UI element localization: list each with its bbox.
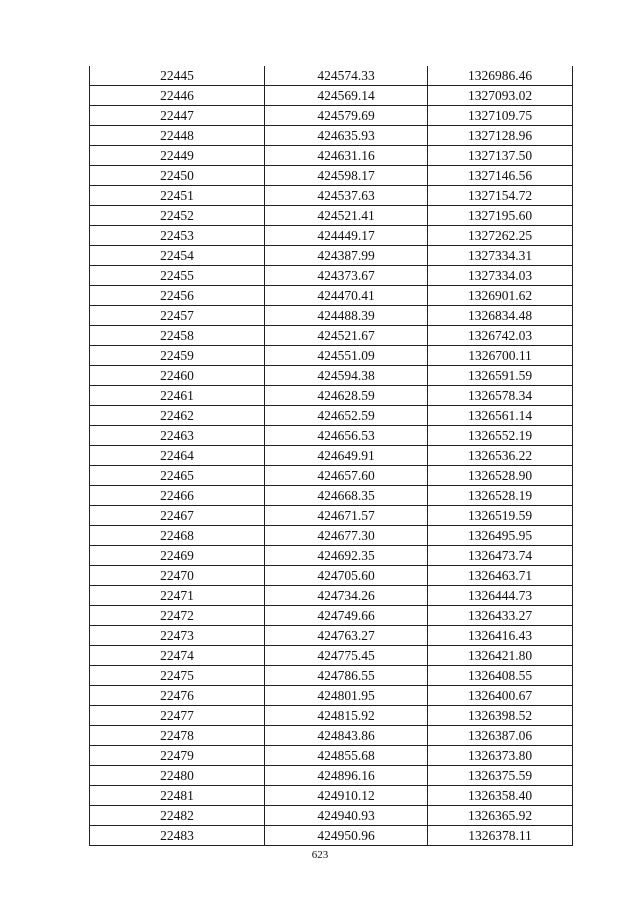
- y-coordinate-cell: 1326536.22: [428, 446, 573, 466]
- y-coordinate-cell: 1326552.19: [428, 426, 573, 446]
- point-id-cell: 22461: [90, 386, 265, 406]
- point-id-cell: 22474: [90, 646, 265, 666]
- table-row: [90, 466, 573, 486]
- x-coordinate-cell: 424652.59: [265, 406, 428, 426]
- x-coordinate-cell: 424579.69: [265, 106, 428, 126]
- y-coordinate-cell: 1326463.71: [428, 566, 573, 586]
- point-id-cell: 22446: [90, 86, 265, 106]
- x-coordinate-cell: 424763.27: [265, 626, 428, 646]
- y-coordinate-cell: 1326398.52: [428, 706, 573, 726]
- y-coordinate-cell: 1326901.62: [428, 286, 573, 306]
- x-coordinate-cell: 424677.30: [265, 526, 428, 546]
- point-id-cell: 22478: [90, 726, 265, 746]
- point-id-cell: 22466: [90, 486, 265, 506]
- point-id-cell: 22460: [90, 366, 265, 386]
- table-row: [90, 546, 573, 566]
- y-coordinate-cell: 1326416.43: [428, 626, 573, 646]
- y-coordinate-cell: 1326373.80: [428, 746, 573, 766]
- x-coordinate-cell: 424940.93: [265, 806, 428, 826]
- point-id-cell: 22473: [90, 626, 265, 646]
- x-coordinate-cell: 424649.91: [265, 446, 428, 466]
- x-coordinate-cell: 424537.63: [265, 186, 428, 206]
- table-row: [90, 786, 573, 806]
- point-id-cell: 22449: [90, 146, 265, 166]
- x-coordinate-cell: 424910.12: [265, 786, 428, 806]
- y-coordinate-cell: 1326561.14: [428, 406, 573, 426]
- y-coordinate-cell: 1326986.46: [428, 66, 573, 86]
- x-coordinate-cell: 424569.14: [265, 86, 428, 106]
- table-row: [90, 706, 573, 726]
- point-id-cell: 22480: [90, 766, 265, 786]
- point-id-cell: 22475: [90, 666, 265, 686]
- x-coordinate-cell: 424843.86: [265, 726, 428, 746]
- point-id-cell: 22457: [90, 306, 265, 326]
- point-id-cell: 22447: [90, 106, 265, 126]
- x-coordinate-cell: 424775.45: [265, 646, 428, 666]
- point-id-cell: 22477: [90, 706, 265, 726]
- page-number: 623: [311, 849, 329, 861]
- x-coordinate-cell: 424521.67: [265, 326, 428, 346]
- y-coordinate-cell: 1326495.95: [428, 526, 573, 546]
- table-row: [90, 666, 573, 686]
- coordinate-table: [89, 66, 573, 846]
- point-id-cell: 22470: [90, 566, 265, 586]
- y-coordinate-cell: 1326378.11: [428, 826, 573, 846]
- table-row: [90, 346, 573, 366]
- x-coordinate-cell: 424656.53: [265, 426, 428, 446]
- table-row: [90, 386, 573, 406]
- coordinate-table-body: [90, 66, 573, 846]
- table-row: [90, 106, 573, 126]
- x-coordinate-cell: 424631.16: [265, 146, 428, 166]
- y-coordinate-cell: 1327109.75: [428, 106, 573, 126]
- point-id-cell: 22483: [90, 826, 265, 846]
- table-row: [90, 486, 573, 506]
- x-coordinate-cell: 424692.35: [265, 546, 428, 566]
- x-coordinate-cell: 424668.35: [265, 486, 428, 506]
- x-coordinate-cell: 424786.55: [265, 666, 428, 686]
- point-id-cell: 22456: [90, 286, 265, 306]
- x-coordinate-cell: 424387.99: [265, 246, 428, 266]
- point-id-cell: 22469: [90, 546, 265, 566]
- table-row: [90, 766, 573, 786]
- table-row: [90, 306, 573, 326]
- y-coordinate-cell: 1326358.40: [428, 786, 573, 806]
- x-coordinate-cell: 424657.60: [265, 466, 428, 486]
- y-coordinate-cell: 1327128.96: [428, 126, 573, 146]
- table-row: [90, 86, 573, 106]
- point-id-cell: 22476: [90, 686, 265, 706]
- table-row: [90, 66, 573, 86]
- table-row: [90, 446, 573, 466]
- table-row: [90, 566, 573, 586]
- point-id-cell: 22465: [90, 466, 265, 486]
- point-id-cell: 22459: [90, 346, 265, 366]
- y-coordinate-cell: 1327154.72: [428, 186, 573, 206]
- y-coordinate-cell: 1327334.03: [428, 266, 573, 286]
- point-id-cell: 22479: [90, 746, 265, 766]
- y-coordinate-cell: 1326700.11: [428, 346, 573, 366]
- y-coordinate-cell: 1326742.03: [428, 326, 573, 346]
- x-coordinate-cell: 424635.93: [265, 126, 428, 146]
- table-row: [90, 366, 573, 386]
- y-coordinate-cell: 1327195.60: [428, 206, 573, 226]
- x-coordinate-cell: 424551.09: [265, 346, 428, 366]
- x-coordinate-cell: 424705.60: [265, 566, 428, 586]
- y-coordinate-cell: 1326834.48: [428, 306, 573, 326]
- y-coordinate-cell: 1326519.59: [428, 506, 573, 526]
- table-row: [90, 226, 573, 246]
- y-coordinate-cell: 1326578.34: [428, 386, 573, 406]
- x-coordinate-cell: 424801.95: [265, 686, 428, 706]
- y-coordinate-cell: 1327137.50: [428, 146, 573, 166]
- x-coordinate-cell: 424950.96: [265, 826, 428, 846]
- table-row: [90, 246, 573, 266]
- table-row: [90, 526, 573, 546]
- y-coordinate-cell: 1326387.06: [428, 726, 573, 746]
- table-row: [90, 166, 573, 186]
- table-row: [90, 286, 573, 306]
- point-id-cell: 22468: [90, 526, 265, 546]
- x-coordinate-cell: 424734.26: [265, 586, 428, 606]
- y-coordinate-cell: 1326365.92: [428, 806, 573, 826]
- y-coordinate-cell: 1326433.27: [428, 606, 573, 626]
- point-id-cell: 22455: [90, 266, 265, 286]
- x-coordinate-cell: 424598.17: [265, 166, 428, 186]
- point-id-cell: 22448: [90, 126, 265, 146]
- y-coordinate-cell: 1327146.56: [428, 166, 573, 186]
- x-coordinate-cell: 424815.92: [265, 706, 428, 726]
- table-row: [90, 506, 573, 526]
- table-row: [90, 746, 573, 766]
- point-id-cell: 22450: [90, 166, 265, 186]
- point-id-cell: 22471: [90, 586, 265, 606]
- x-coordinate-cell: 424855.68: [265, 746, 428, 766]
- y-coordinate-cell: 1327334.31: [428, 246, 573, 266]
- table-row: [90, 206, 573, 226]
- table-row: [90, 586, 573, 606]
- point-id-cell: 22464: [90, 446, 265, 466]
- table-row: [90, 606, 573, 626]
- x-coordinate-cell: 424574.33: [265, 66, 428, 86]
- table-row: [90, 806, 573, 826]
- x-coordinate-cell: 424488.39: [265, 306, 428, 326]
- table-row: [90, 626, 573, 646]
- table-row: [90, 326, 573, 346]
- table-row: [90, 126, 573, 146]
- point-id-cell: 22445: [90, 66, 265, 86]
- point-id-cell: 22482: [90, 806, 265, 826]
- y-coordinate-cell: 1327262.25: [428, 226, 573, 246]
- y-coordinate-cell: 1326421.80: [428, 646, 573, 666]
- x-coordinate-cell: 424594.38: [265, 366, 428, 386]
- y-coordinate-cell: 1326444.73: [428, 586, 573, 606]
- x-coordinate-cell: 424896.16: [265, 766, 428, 786]
- table-row: [90, 826, 573, 846]
- x-coordinate-cell: 424671.57: [265, 506, 428, 526]
- point-id-cell: 22472: [90, 606, 265, 626]
- y-coordinate-cell: 1326375.59: [428, 766, 573, 786]
- y-coordinate-cell: 1327093.02: [428, 86, 573, 106]
- y-coordinate-cell: 1326408.55: [428, 666, 573, 686]
- point-id-cell: 22454: [90, 246, 265, 266]
- table-row: [90, 426, 573, 446]
- point-id-cell: 22451: [90, 186, 265, 206]
- x-coordinate-cell: 424470.41: [265, 286, 428, 306]
- table-row: [90, 686, 573, 706]
- point-id-cell: 22452: [90, 206, 265, 226]
- table-row: [90, 646, 573, 666]
- x-coordinate-cell: 424521.41: [265, 206, 428, 226]
- point-id-cell: 22467: [90, 506, 265, 526]
- table-row: [90, 146, 573, 166]
- x-coordinate-cell: 424749.66: [265, 606, 428, 626]
- table-row: [90, 266, 573, 286]
- table-row: [90, 726, 573, 746]
- x-coordinate-cell: 424449.17: [265, 226, 428, 246]
- x-coordinate-cell: 424628.59: [265, 386, 428, 406]
- y-coordinate-cell: 1326528.90: [428, 466, 573, 486]
- point-id-cell: 22453: [90, 226, 265, 246]
- y-coordinate-cell: 1326528.19: [428, 486, 573, 506]
- point-id-cell: 22458: [90, 326, 265, 346]
- point-id-cell: 22481: [90, 786, 265, 806]
- y-coordinate-cell: 1326473.74: [428, 546, 573, 566]
- point-id-cell: 22462: [90, 406, 265, 426]
- table-row: [90, 186, 573, 206]
- point-id-cell: 22463: [90, 426, 265, 446]
- y-coordinate-cell: 1326591.59: [428, 366, 573, 386]
- y-coordinate-cell: 1326400.67: [428, 686, 573, 706]
- x-coordinate-cell: 424373.67: [265, 266, 428, 286]
- table-row: [90, 406, 573, 426]
